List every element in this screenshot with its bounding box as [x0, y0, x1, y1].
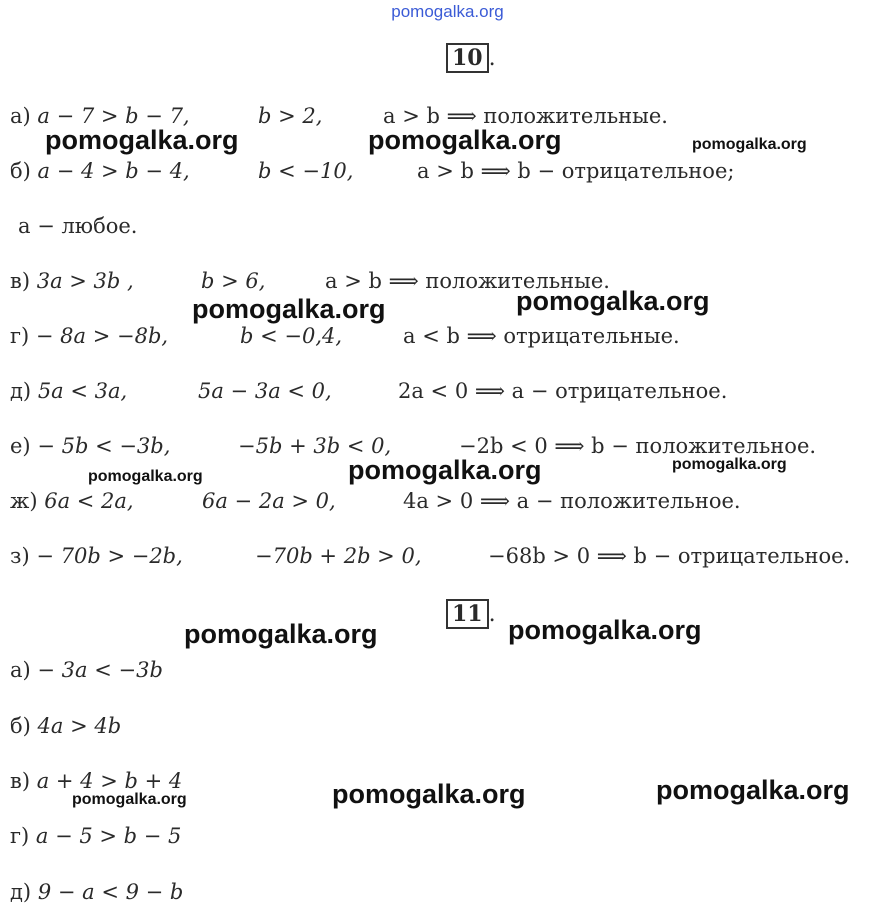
label: в)	[10, 269, 31, 293]
watermark: pomogalka.org	[348, 455, 542, 485]
problem-10-line-e-result: −2b < 0 ⟹ b − положительное.	[459, 434, 817, 458]
watermark: pomogalka.org	[508, 615, 702, 645]
problem-11-line-g	[10, 823, 181, 849]
expr: 9 − a < 9 − b	[37, 880, 184, 904]
expr: a − 5 > b − 5	[35, 824, 182, 848]
watermark: pomogalka.org	[368, 125, 562, 155]
label: з)	[10, 544, 30, 568]
problem-11-line-a	[10, 657, 163, 683]
label: д)	[10, 880, 32, 904]
problem-number-box: 11	[446, 599, 489, 629]
problem-number-box: 10	[446, 43, 489, 73]
watermark: pomogalka.org	[516, 286, 710, 316]
problem-10-line-e	[10, 433, 170, 459]
label: ж)	[10, 489, 38, 513]
label: б)	[10, 159, 31, 183]
problem-10-line-g-cond: b < −0,4,	[240, 324, 343, 348]
problem-10-line-v-result: a > b ⟹ положительные.	[325, 269, 610, 293]
watermark: pomogalka.org	[672, 456, 787, 473]
label: б)	[10, 714, 31, 738]
expr: 4a > 4b	[37, 714, 122, 738]
watermark: pomogalka.org	[72, 791, 187, 808]
watermark: pomogalka.org	[332, 779, 526, 809]
problem-10-line-g-result: a < b ⟹ отрицательные.	[403, 324, 680, 348]
problem-11-number	[446, 601, 496, 627]
watermark: pomogalka.org	[192, 294, 386, 324]
problem-10-line-a-result: a > b ⟹ положительные.	[383, 104, 668, 128]
problem-10-line-g	[10, 323, 168, 349]
label: г)	[10, 824, 30, 848]
problem-10-line-zh	[10, 488, 134, 514]
problem-10-line-zh-cond: 6a − 2a > 0,	[202, 489, 336, 513]
problem-10-line-b	[10, 158, 190, 184]
problem-10-line-d-cond: 5a − 3a < 0,	[198, 379, 332, 403]
expr: 3a > 3b ,	[36, 269, 134, 293]
label: г)	[10, 324, 30, 348]
number-dot: .	[488, 46, 496, 71]
expr: a − 4 > b − 4,	[37, 159, 190, 183]
expr: a + 4 > b + 4	[36, 769, 183, 793]
expr: a − 7 > b − 7,	[37, 104, 190, 128]
problem-10-line-d-result: 2a < 0 ⟹ a − отрицательное.	[398, 379, 728, 403]
problem-11-line-b	[10, 713, 121, 739]
problem-10-line-a-cond: b > 2,	[258, 104, 323, 128]
watermark: pomogalka.org	[692, 136, 807, 153]
watermark: pomogalka.org	[184, 619, 378, 649]
watermark: pomogalka.org	[88, 468, 203, 485]
number-dot: .	[488, 602, 496, 627]
problem-10-line-e-cond: −5b + 3b < 0,	[238, 434, 392, 458]
problem-10-line-b-cond: b < −10,	[258, 159, 354, 183]
problem-10-line-b-note: a − любое.	[18, 214, 138, 238]
expr: 5a < 3a,	[37, 379, 128, 403]
problem-10-line-b-result: a > b ⟹ b − отрицательное;	[417, 159, 735, 183]
problem-10-line-v	[10, 268, 134, 294]
label: в)	[10, 769, 31, 793]
expr: − 5b < −3b,	[37, 434, 171, 458]
label: д)	[10, 379, 32, 403]
expr: − 3a < −3b	[37, 658, 163, 682]
problem-10-number	[446, 45, 496, 71]
problem-10-line-z	[10, 543, 183, 569]
label: е)	[10, 434, 31, 458]
watermark: pomogalka.org	[45, 125, 239, 155]
expr: 6a < 2a,	[44, 489, 134, 513]
expr: − 70b > −2b,	[36, 544, 183, 568]
problem-10-line-v-cond: b > 6,	[201, 269, 266, 293]
watermark: pomogalka.org	[656, 775, 850, 805]
problem-10-line-z-cond: −70b + 2b > 0,	[255, 544, 422, 568]
problem-10-line-zh-result: 4a > 0 ⟹ a − положительное.	[403, 489, 741, 513]
label: а)	[10, 104, 31, 128]
problem-10-line-z-result: −68b > 0 ⟹ b − отрицательное.	[488, 544, 851, 568]
label: а)	[10, 658, 31, 682]
problem-11-line-d	[10, 879, 183, 905]
site-header-link[interactable]: pomogalka.org	[391, 2, 504, 21]
expr: − 8a > −8b,	[35, 324, 169, 348]
problem-10-line-d	[10, 378, 127, 404]
